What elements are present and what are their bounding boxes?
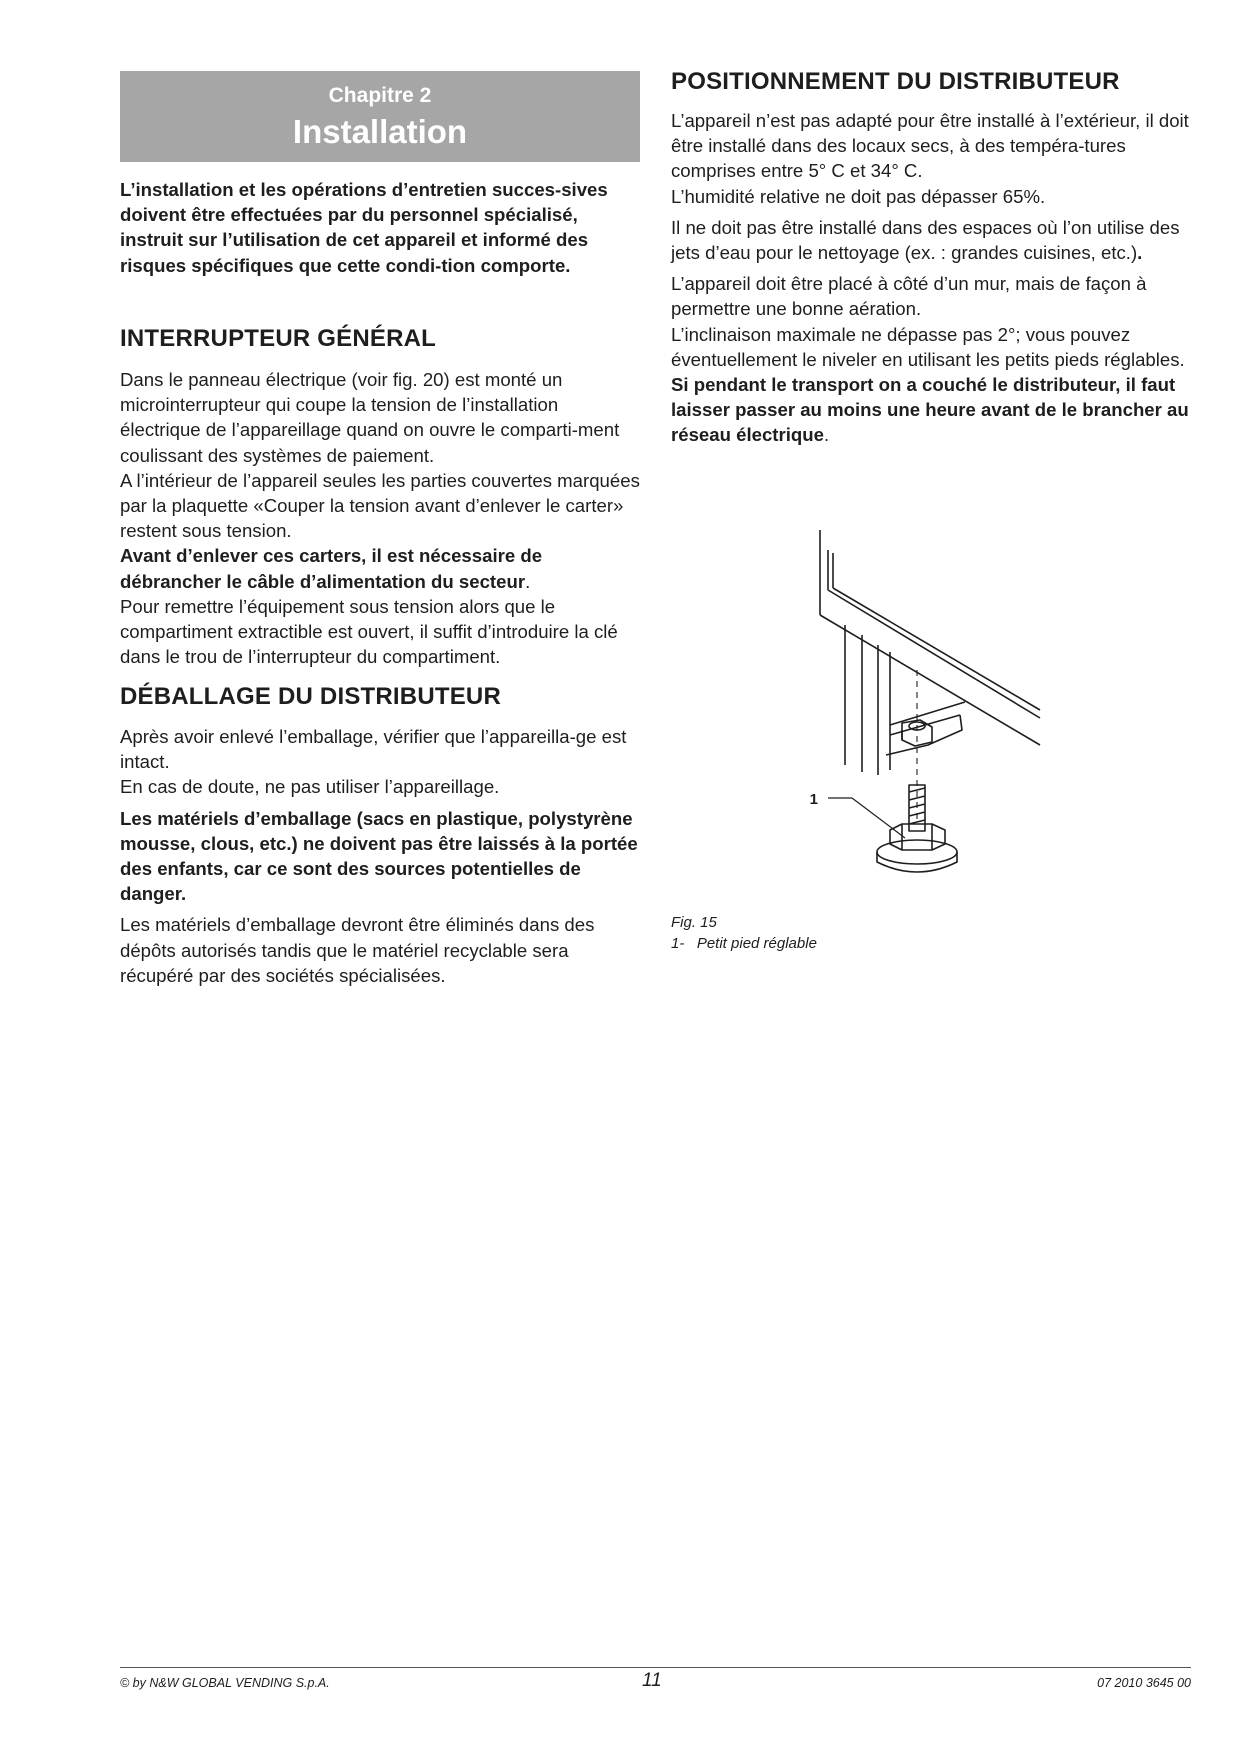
intro-paragraph: L’installation et les opérations d’entretien succes-sives doivent être effectuées par du personnel spécialisé, instruit sur l’utilisation de cet appareil et informé des risques spécifiques que cette condi-tion comporte. — [120, 179, 608, 276]
chapter-header — [120, 71, 640, 162]
chapter-number: Chapitre 2 — [328, 84, 432, 107]
callout-label: 1 — [809, 791, 818, 808]
interrupteur-p2: A l’intérieur de l’appareil seules les parties couvertes marquées par la plaquette «Couper la tension avant d’enlever le carter» restent sous tension. — [120, 469, 640, 542]
chapter-title: Installation — [292, 113, 468, 150]
positionnement-p4: L’appareil doit être placé à côté d’un mur, mais de façon à permettre une bonne aération. — [671, 273, 1147, 320]
positionnement-section — [671, 108, 1191, 448]
deballage-section — [120, 724, 640, 988]
interrupteur-p3: Avant d’enlever ces carters, il est nécessaire de débrancher le câble d’alimentation du secteur. — [120, 545, 543, 592]
footer-copyright: © by N&W GLOBAL VENDING S.p.A. — [120, 1676, 330, 1690]
interrupteur-p1: Dans le panneau électrique (voir fig. 20) est monté un microinterrupteur qui coupe la tension de l’installation électrique de l’appareillage quand on ouvre le comparti-ment coulissant des systèmes de paiement. — [120, 369, 620, 466]
adjustable-foot-figure — [790, 530, 1050, 900]
figure-caption-title: Fig. 15 — [671, 914, 717, 931]
interrupteur-p4: Pour remettre l’équipement sous tension alors que le compartiment extractible est ouvert, il suffit d’introduire la clé dans le trou de l’interrupteur du compartiment. — [120, 595, 618, 668]
positionnement-heading: POSITIONNEMENT DU DISTRIBUTEUR — [671, 68, 1120, 95]
deballage-heading: DÉBALLAGE DU DISTRIBUTEUR — [120, 683, 501, 710]
interrupteur-heading: INTERRUPTEUR GÉNÉRAL — [120, 325, 437, 352]
page-number: 11 — [642, 1670, 662, 1691]
document-code: 07 2010 3645 00 — [1097, 1676, 1191, 1690]
deballage-p1: Après avoir enlevé l’emballage, vérifier que l’appareilla-ge est intact. — [120, 726, 627, 773]
deballage-p4: Les matériels d’emballage devront être éliminés dans des dépôts autorisés tandis que le matériel recyclable sera récupéré par des sociétés spécialisées. — [120, 914, 595, 986]
positionnement-p1: L’appareil n’est pas adapté pour être installé à l’extérieur, il doit être installé dans des locaux secs, à des tempéra-tures comprises entre 5° C et 34° C. — [671, 110, 1189, 182]
positionnement-p2: L’humidité relative ne doit pas dépasser 65%. — [671, 185, 1046, 207]
adjustable-foot-drawing — [790, 530, 1050, 900]
positionnement-p6: Si pendant le transport on a couché le distributeur, il faut laisser passer au moins une heure avant de le brancher au réseau électrique. — [671, 374, 1189, 446]
deballage-p2: En cas de doute, ne pas utiliser l’appareillage. — [120, 776, 500, 798]
positionnement-p5: L’inclinaison maximale ne dépasse pas 2°; vous pouvez éventuellement le niveler en utilisant les petits pieds réglables. — [671, 323, 1185, 370]
deballage-p3: Les matériels d’emballage (sacs en plastique, polystyrène mousse, clous, etc.) ne doivent pas être laissés à la portée des enfants, car ce sont des sources potentielles de danger. — [120, 807, 638, 905]
figure-caption-item: 1- Petit pied réglable — [671, 935, 817, 952]
positionnement-p3: Il ne doit pas être installé dans des espaces où l’on utilise des jets d’eau pour le nettoyage (ex. : grandes cuisines, etc.). — [671, 216, 1180, 264]
interrupteur-section — [120, 367, 640, 669]
footer-divider — [120, 1667, 1191, 1668]
figure-caption — [671, 912, 817, 954]
